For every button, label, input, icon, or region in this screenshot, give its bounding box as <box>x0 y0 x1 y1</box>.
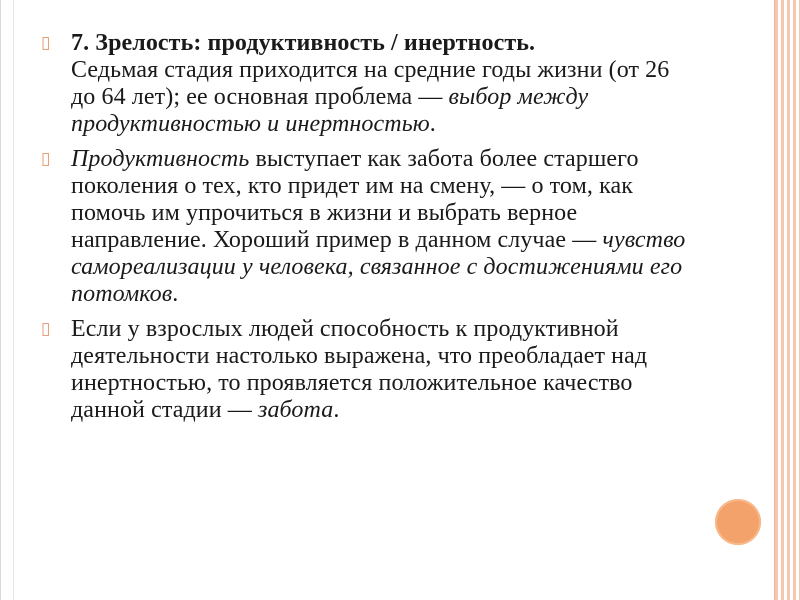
bullet-text: Если у взрослых людей способность к продуктивной деятельности настолько выражена, что преобладает над инертностью, то проявляется положительное качество данной стадии — <box>71 316 648 423</box>
hollow-bullet-icon: ▯ <box>41 149 51 169</box>
slide-content <box>41 30 691 432</box>
hollow-bullet-icon: ▯ <box>41 319 51 339</box>
bullet-item <box>41 146 691 308</box>
bullet-text: выступает как забота более старшего поколения о тех, кто придет им на смену, — о том, как помочь им упрочиться в жизни и выбрать верное направление. Хороший пример в данном случае — <box>71 146 639 253</box>
bullet-heading: 7. Зрелость: продуктивность / инертность. <box>71 30 536 56</box>
bullet-tail: . <box>333 397 340 423</box>
bullet-italic: забота <box>257 397 334 423</box>
hollow-bullet-icon: ▯ <box>41 33 51 53</box>
bullet-tail: . <box>429 111 436 137</box>
bullet-tail: . <box>172 281 179 307</box>
decorative-circle-icon <box>715 499 761 545</box>
bullet-item <box>41 30 691 138</box>
bullet-italic: выбор между продуктивностью и инертностью <box>71 84 589 137</box>
bullet-italic-lead: Продуктивность <box>71 146 250 172</box>
bullet-item <box>41 316 691 424</box>
bullet-italic: чувство самореализации у человека, связанное с достижениями его потомков <box>71 227 686 307</box>
decorative-stripes <box>774 0 800 600</box>
bullet-text: Седьмая стадия приходится на средние годы жизни (от 26 до 64 лет); ее основная проблема — <box>71 57 670 110</box>
